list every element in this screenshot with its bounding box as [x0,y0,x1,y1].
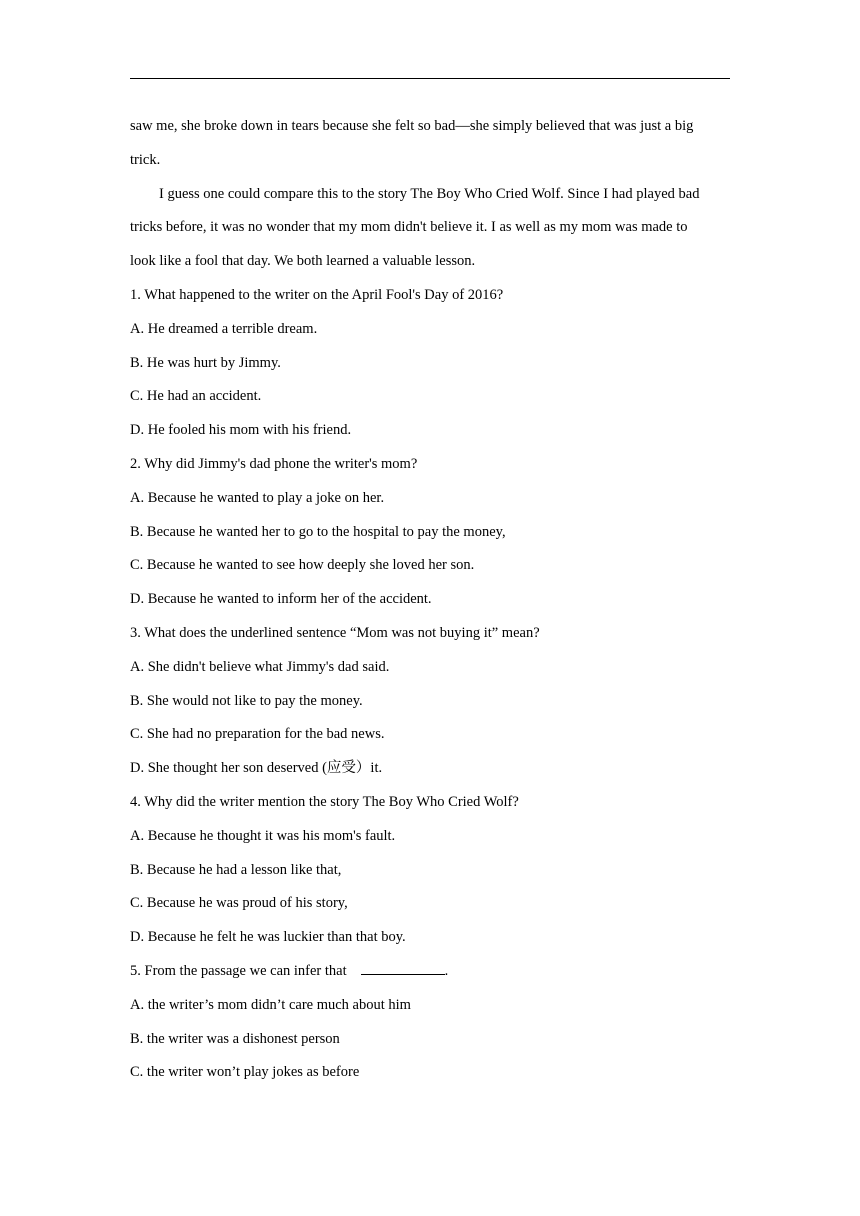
question-1-option-d: D. He fooled his mom with his friend. [130,422,352,439]
question-1-option-c: C. He had an accident. [130,388,262,405]
question-3-option-b: B. She would not like to pay the money. [130,692,363,709]
question-2-option-c: C. Because he wanted to see how deeply she loved her son. [130,557,475,574]
question-5-option-c: C. the writer won’t play jokes as before [130,1064,360,1081]
question-4-option-a: A. Because he thought it was his mom's fault. [130,827,396,844]
passage-line: saw me, she broke down in tears because she felt so bad—she simply believed that was just a big [130,118,694,134]
passage-line: tricks before, it was no wonder that my mom didn't believe it. I as well as my mom was made to [130,219,688,236]
question-2-stem: 2. Why did Jimmy's dad phone the writer's mom? [130,455,418,472]
passage-line: trick. [130,151,161,168]
question-5-stem-end: . [444,962,449,979]
question-5-option-a: A. the writer’s mom didn’t care much about him [130,996,411,1013]
question-4-option-c: C. Because he was proud of his story, [130,895,348,912]
question-4-stem: 4. Why did the writer mention the story The Boy Who Cried Wolf? [130,793,519,810]
question-2-option-b: B. Because he wanted her to go to the hospital to pay the money, [130,523,506,540]
header-rule [130,78,730,79]
question-3-stem: 3. What does the underlined sentence “Mom was not buying it” mean? [130,624,540,641]
question-3-option-a: A. She didn't believe what Jimmy's dad said. [130,658,390,675]
question-4-option-b: B. Because he had a lesson like that, [130,861,342,878]
question-2-option-d: D. Because he wanted to inform her of the accident. [130,591,432,608]
question-5-option-b: B. the writer was a dishonest person [130,1030,340,1047]
question-4-option-d: D. Because he felt he was luckier than that boy. [130,929,406,946]
question-5-stem-text: 5. From the passage we can infer that [130,962,347,979]
document-content [130,110,730,1090]
question-1-option-a: A. He dreamed a terrible dream. [130,320,318,337]
answer-blank [361,962,445,975]
passage-paragraph-start: I guess one could compare this to the story The Boy Who Cried Wolf. Since I had played bad [159,185,700,202]
question-1-stem: 1. What happened to the writer on the April Fool's Day of 2016? [130,286,504,303]
question-1-option-b: B. He was hurt by Jimmy. [130,354,281,371]
question-5-stem [130,955,730,989]
passage-line: look like a fool that day. We both learned a valuable lesson. [130,253,476,270]
question-2-option-a: A. Because he wanted to play a joke on her. [130,489,385,506]
question-3-option-c: C. She had no preparation for the bad news. [130,726,385,743]
question-3-option-d: D. She thought her son deserved (应受）it. [130,760,383,777]
